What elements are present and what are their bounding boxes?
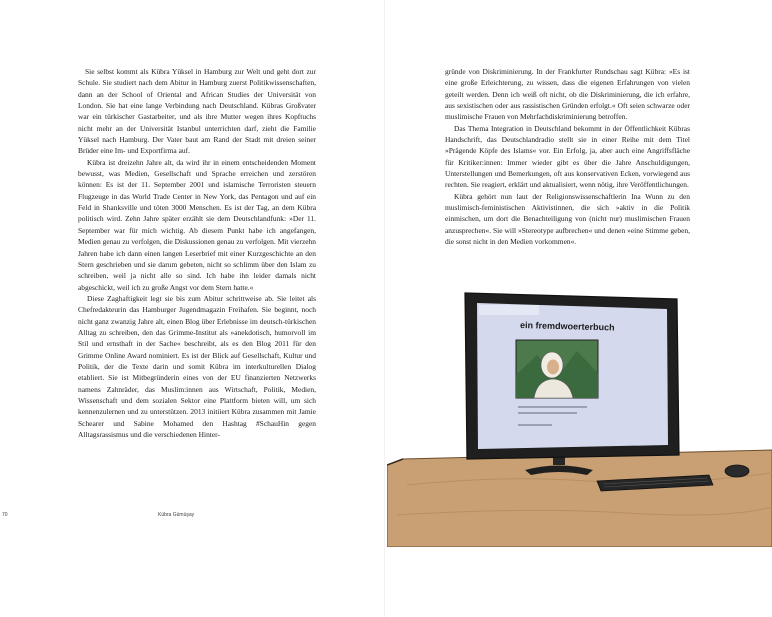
running-footer: Kübra Gümüşay xyxy=(158,512,195,518)
left-paragraph-2: Kübra ist dreizehn Jahre alt, da wird ihr in einem entscheidenden Moment bewusst, was Medien, Gesellschaft und Sprache erreichen und zerstören können: Es ist der 11. September 2001 und islamische Terroristen steuern Flugzeuge in das World Trade Center in New York, das Pentagon und auf ein Feld in Shanksville und töten 3000 Menschen. Es ist der Tag, an dem Kübra politisch wird. Zehn Jahre später erzählt sie dem Deutschlandfunk: »Der 11. September war für mich wichtig. Ab diesem Punkt habe ich angefangen, Medien genau zu verfolgen, die Diskussionen genau zu verfolgen. Mit vierzehn Jahren habe ich dann einen langen Leserbrief mit einer Kurzgeschichte an den Stern geschrieben und sie darum gebeten, nicht so schlimm über den Islam zu schreiben, weil ja nicht alle so sind. Ich habe ihn leider damals nicht abgeschickt, weil ich zu große Angst vor dem Stern hatte.« xyxy=(78,157,316,292)
left-text-column xyxy=(78,66,316,440)
computer-illustration-svg xyxy=(387,285,772,547)
desk-surface xyxy=(387,450,772,547)
right-paragraph-3: Kübra gehört nun laut der Religionswissenschaftlerin Ina Wunn zu den muslimisch-feministischen Aktivistinnen, die sich »aktiv in die Politik einmischen, um dort die Benachteiligung von (nicht nur) muslimischen Frauen anzusprechen«. Sie will »Stereotype aufbrechen« und denen »eine Stimme geben, die sonst nicht in den Medien vorkommen«. xyxy=(445,191,690,247)
right-page xyxy=(387,0,772,617)
right-paragraph-2: Das Thema Integration in Deutschland bekommt in der Öffentlichkeit Kübras Handschrift, das Deutschlandradio stellt sie in einer Reihe mit dem Titel »Prägende Köpfe des Islams« vor. Ein Erfolg, ja, aber auch eine Angriffsfläche für Kritiker:innen: Immer wieder gibt es über die Jahre Anschuldigungen, Unterstellungen und Bemerkungen, oft aus konservativen Ecken, vorwiegend aus rechten. Sie reagiert, erklärt und aktualisiert, wenn nötig, ihre Veröffentlichungen. xyxy=(445,123,690,190)
page-number: 70 xyxy=(2,512,8,518)
photo-person-face xyxy=(547,360,559,375)
right-text-column xyxy=(445,66,690,248)
right-paragraph-1: gründe von Diskriminierung. In der Frankfurter Rundschau sagt Kübra: »Es ist eine große Erleichterung, zu wissen, dass die eigenen Erfahrungen von vielen geteilt werden. Denn ich weiß oft nicht, ob die Diskriminierung, die ich erfahre, aus sexistischen oder aus rassistischen Gründen erfolgt.« Oft seien schwarze oder muslimische Frauen von Mehrfachdiskriminierung betroffen. xyxy=(445,67,690,122)
left-paragraph-1: Sie selbst kommt als Kübra Yüksel in Hamburg zur Welt und geht dort zur Schule. Sie studiert nach dem Abitur in Hamburg zuerst Politikwissenschaften, dann an der School of Oriental and African Studies der Universität von London. Sie hat eine lange Verbindung nach Deutschland. Kübras Großvater war ein türkischer Gastarbeiter, und als ihre Mutter wegen ihres Kopftuchs nicht mehr an der Universität Istanbul unterrichten darf, zieht die Familie Yüksel nach Hamburg. Der Vater baut am Rand der Stadt mit dreien seiner Brüder eine Im- und Exportfirma auf. xyxy=(78,67,316,156)
screen-glare xyxy=(479,305,539,315)
page-gutter xyxy=(384,0,385,617)
left-page xyxy=(0,0,384,617)
screen-heading: ein fremdwoerterbuch xyxy=(519,320,615,333)
computer-illustration xyxy=(387,285,772,547)
mouse xyxy=(725,465,749,477)
left-paragraph-3: Diese Zaghaftigkeit legt sie bis zum Abitur schrittweise ab. Sie leitet als Chefredakteurin das Hamburger Jugendmagazin Freihafen. Sie beginnt, noch nicht ganz zwanzig Jahre alt, einen Blog über Erlebnisse im deutsch-türkischen Alltag zu schreiben, den das Grimme-Institut als »anekdotisch, humorvoll im Stil und ernsthaft in der Sache« beschreibt, als es den Blog 2011 für den Grimme Online Award nominiert. Es ist der Blick auf Gesellschaft, Kultur und Politik, der die Texte darin und somit Kübra im interkulturellen Dialog etabliert. Sie ist Mitbegründerin eines von der EU finanzierten Netzwerks namens Zahnräder, das Muslim:innen aus Wirtschaft, Politik, Medien, Wissenschaft und dem sozialen Sektor eine Plattform bieten will, um sich kennenzulernen und zu unterstützen. 2013 initiiert Kübra zusammen mit Jamie Schearer und Sabine Mohamed den Hashtag #SchauHin gegen Alltagsrassismus und die verschiedenen Hinter- xyxy=(78,293,316,439)
